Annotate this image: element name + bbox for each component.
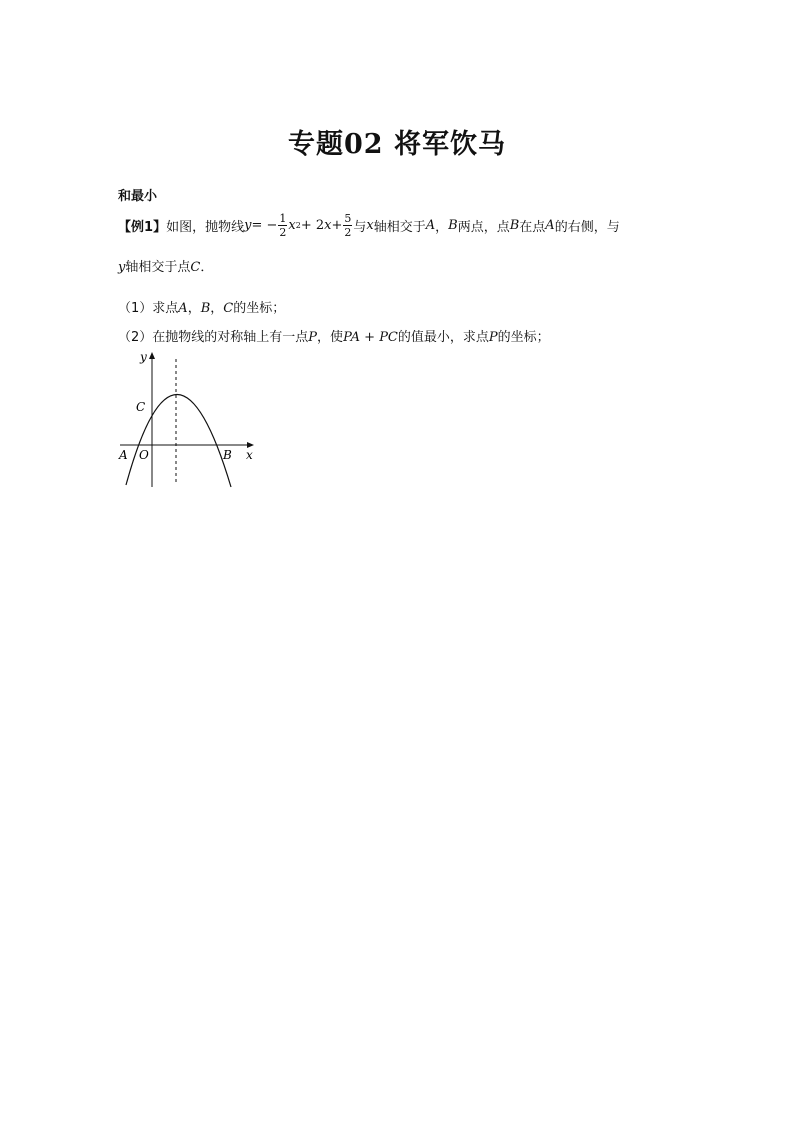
question-number: （2） [118,330,153,345]
fraction-one-half [278,212,287,239]
fraction-numerator: 5 [344,211,352,225]
y-axis-arrow [149,352,155,359]
var-PA: PA [343,330,361,345]
var-A: A [178,301,188,316]
example-tag-close: 】 [153,219,167,235]
example-tag-label: 例1 [131,219,154,235]
text-at-point: 在点 [519,219,546,235]
example-intro: 如图，抛物线 [166,219,245,235]
var-C: C [223,301,234,316]
label-C: C [136,400,146,414]
text-axis-intersect: 轴相交于 [373,219,426,235]
fraction-numerator: 1 [279,211,287,225]
text-comma: ， [435,219,449,235]
question-1 [118,297,285,316]
question-text: 的坐标； [497,330,550,345]
example-tag-open: 【 [118,219,132,235]
var-y: y [118,260,126,275]
eq-x-linear: x [324,217,332,233]
eq-x: x [288,217,296,233]
eq-middle: + 2 [300,217,325,233]
var-PC: PC [379,330,398,345]
eq-y: y [244,217,252,233]
label-B: B [223,448,232,462]
question-text: 在抛物线的对称轴上有一点 [152,330,309,345]
eq-plus: + [360,330,380,345]
text-period: ． [200,260,214,275]
text-y-axis-intersect: 轴相交于点 [125,260,191,275]
label-y: y [140,350,147,364]
example-line-2 [118,256,213,275]
label-A: A [119,448,128,462]
parabola-figure [114,347,264,492]
question-text: ，使 [317,330,344,345]
label-x: x [246,448,253,462]
fraction-five-half [343,212,352,239]
var-B: B [448,217,458,233]
question-text: 求点 [152,301,179,316]
text-with: 与 [353,219,367,235]
var-A-2: A [545,217,555,233]
text-right-side: 的右侧，与 [554,219,620,235]
var-B-2: B [509,217,520,233]
question-number: （1） [118,301,153,316]
var-B: B [200,301,211,316]
eq-equals: = − [251,217,278,233]
text-two-points: 两点，点 [457,219,510,235]
eq-plus: + [331,217,343,233]
var-P: P [308,330,318,345]
question-text: 的值最小，求点 [397,330,489,345]
var-x: x [366,217,374,233]
example-line-1 [118,207,620,243]
fraction-denominator: 2 [344,225,352,239]
section-heading: 和最小 [118,189,158,204]
label-O: O [139,448,149,462]
var-C: C [190,260,201,275]
text-comma: ， [187,301,201,316]
fraction-denominator: 2 [279,225,287,239]
var-P-2: P [488,330,498,345]
var-A: A [425,217,436,233]
eq-square: 2 [295,220,301,230]
question-2 [118,326,550,345]
page-title: 专题02 将军饮马 [288,129,506,160]
text-comma: ， [210,301,224,316]
question-text: 的坐标； [233,301,286,316]
